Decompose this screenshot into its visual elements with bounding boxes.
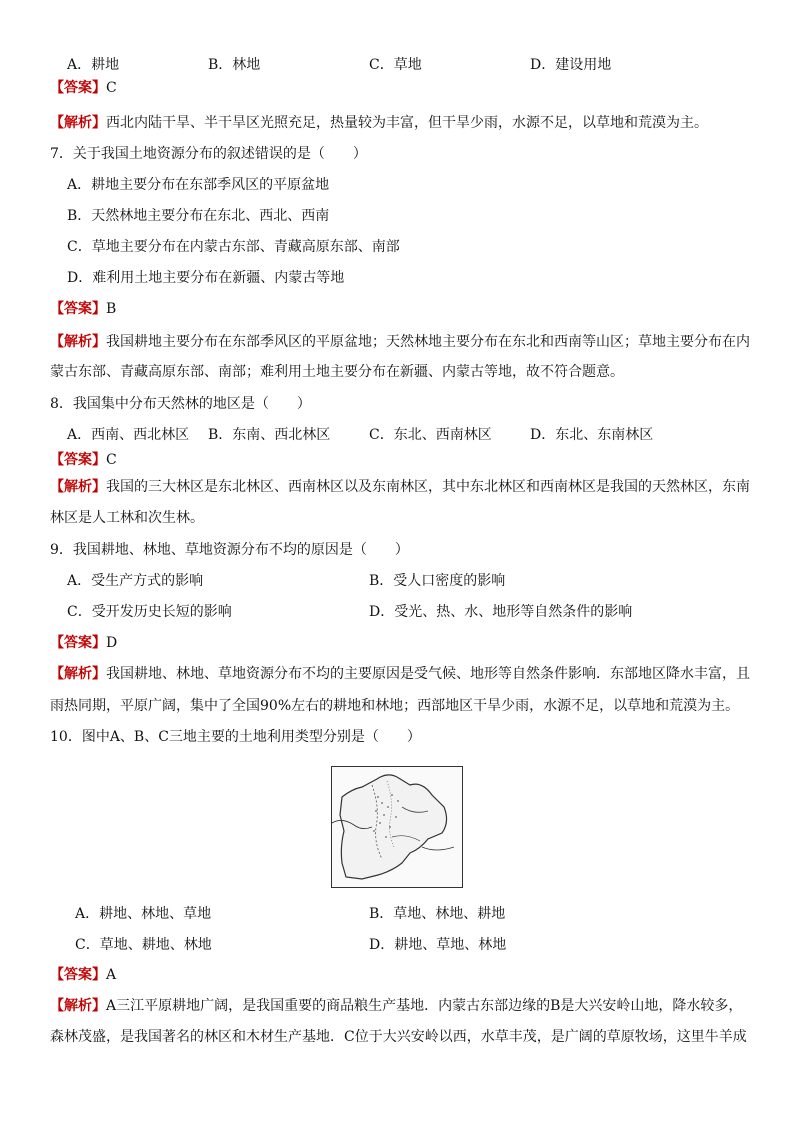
q6-answer <box>50 78 117 98</box>
q8-option-c: C．东北、西南林区 <box>369 427 492 443</box>
northeast-china-map-figure <box>331 766 463 888</box>
q7-option-b: B．天然林地主要分布在东北、西北、西南 <box>67 208 330 224</box>
analysis-tag: 【解析】 <box>50 334 106 350</box>
q8-question: 8．我国集中分布天然林的地区是（ ） <box>50 396 311 412</box>
analysis-tag: 【解析】 <box>50 998 106 1014</box>
q8-option-b: B．东南、西北林区 <box>208 427 331 443</box>
q9-analysis-line-2: 雨热同期，平原广阔，集中了全国90%左右的耕地和林地；西部地区干旱少雨，水源不足，以草地和荒漠为主。 <box>50 698 740 714</box>
analysis-tag: 【解析】 <box>50 479 106 495</box>
q6-option-d: D．建设用地 <box>530 57 612 73</box>
q6-analysis <box>50 113 708 133</box>
q9-option-b: B．受人口密度的影响 <box>369 573 506 589</box>
answer-tag: 【答案】 <box>50 452 106 468</box>
q7-option-d: D．难利用土地主要分布在新疆、内蒙古等地 <box>67 270 345 286</box>
q10-option-c: C．草地、耕地、林地 <box>75 937 212 953</box>
answer-value: C <box>106 452 117 468</box>
answer-value: D <box>106 635 118 651</box>
answer-tag: 【答案】 <box>50 967 106 983</box>
q10-analysis-line-1 <box>50 996 742 1016</box>
q6-option-c: C．草地 <box>369 57 422 73</box>
map-sketch <box>332 767 462 887</box>
q6-option-a: A．耕地 <box>67 57 120 73</box>
analysis-tag: 【解析】 <box>50 115 106 131</box>
analysis-text: A三江平原耕地广阔，是我国重要的商品粮生产基地．内蒙古东部边缘的B是大兴安岭山地，降水较多， <box>106 998 743 1014</box>
q7-option-c: C．草地主要分布在内蒙古东部、青藏高原东部、南部 <box>67 239 400 255</box>
analysis-text: 我国的三大林区是东北林区、西南林区以及东南林区，其中东北林区和西南林区是我国的天然林区，东南 <box>106 479 750 495</box>
q8-analysis-line-1 <box>50 477 750 497</box>
q10-question: 10．图中A、B、C三地主要的土地利用类型分别是（ ） <box>50 729 421 745</box>
analysis-tag: 【解析】 <box>50 666 106 682</box>
q9-question: 9．我国耕地、林地、草地资源分布不均的原因是（ ） <box>50 542 409 558</box>
q9-option-c: C．受开发历史长短的影响 <box>67 604 232 620</box>
analysis-text: 我国耕地主要分布在东部季风区的平原盆地；天然林地主要分布在东北和西南等山区；草地主要分布在内 <box>106 334 750 350</box>
answer-tag: 【答案】 <box>50 635 106 651</box>
q9-answer <box>50 633 117 653</box>
q7-option-a: A．耕地主要分布在东部季风区的平原盆地 <box>67 177 330 193</box>
q6-option-b: B．林地 <box>208 57 261 73</box>
answer-tag: 【答案】 <box>50 301 106 317</box>
q8-analysis-line-2: 林区是人工林和次生林。 <box>50 510 204 526</box>
analysis-text: 西北内陆干旱、半干旱区光照充足，热量较为丰富，但干旱少雨，水源不足，以草地和荒漠为主。 <box>106 115 708 131</box>
q7-analysis-line-1 <box>50 332 750 352</box>
answer-value: B <box>106 301 117 317</box>
q7-analysis-line-2: 蒙古东部、青藏高原东部、南部；难利用土地主要分布在新疆、内蒙古等地，故不符合题意。 <box>50 364 624 380</box>
q9-analysis-line-1 <box>50 664 750 684</box>
q10-analysis-line-2: 森林茂盛，是我国著名的林区和木材生产基地．C位于大兴安岭以西，水草丰茂，是广阔的草原牧场，这里牛羊成 <box>50 1029 747 1045</box>
analysis-text: 我国耕地、林地、草地资源分布不均的主要原因是受气候、地形等自然条件影响．东部地区降水丰富，且 <box>106 666 750 682</box>
answer-tag: 【答案】 <box>50 80 106 96</box>
answer-value: C <box>106 80 117 96</box>
border-line-2 <box>422 847 454 850</box>
q9-option-a: A．受生产方式的影响 <box>67 573 204 589</box>
q8-option-a: A．西南、西北林区 <box>67 427 190 443</box>
answer-value: A <box>106 967 117 983</box>
q7-question: 7．关于我国土地资源分布的叙述错误的是（ ） <box>50 146 367 162</box>
q8-answer <box>50 450 117 470</box>
q10-option-d: D．耕地、草地、林地 <box>369 937 507 953</box>
q9-option-d: D．受光、热、水、地形等自然条件的影响 <box>369 604 633 620</box>
q7-answer <box>50 299 116 319</box>
q10-option-b: B．草地、林地、耕地 <box>369 906 506 922</box>
q8-option-d: D．东北、东南林区 <box>530 427 654 443</box>
region-outline <box>340 775 447 879</box>
q10-answer <box>50 965 116 985</box>
q10-option-a: A．耕地、林地、草地 <box>75 906 212 922</box>
